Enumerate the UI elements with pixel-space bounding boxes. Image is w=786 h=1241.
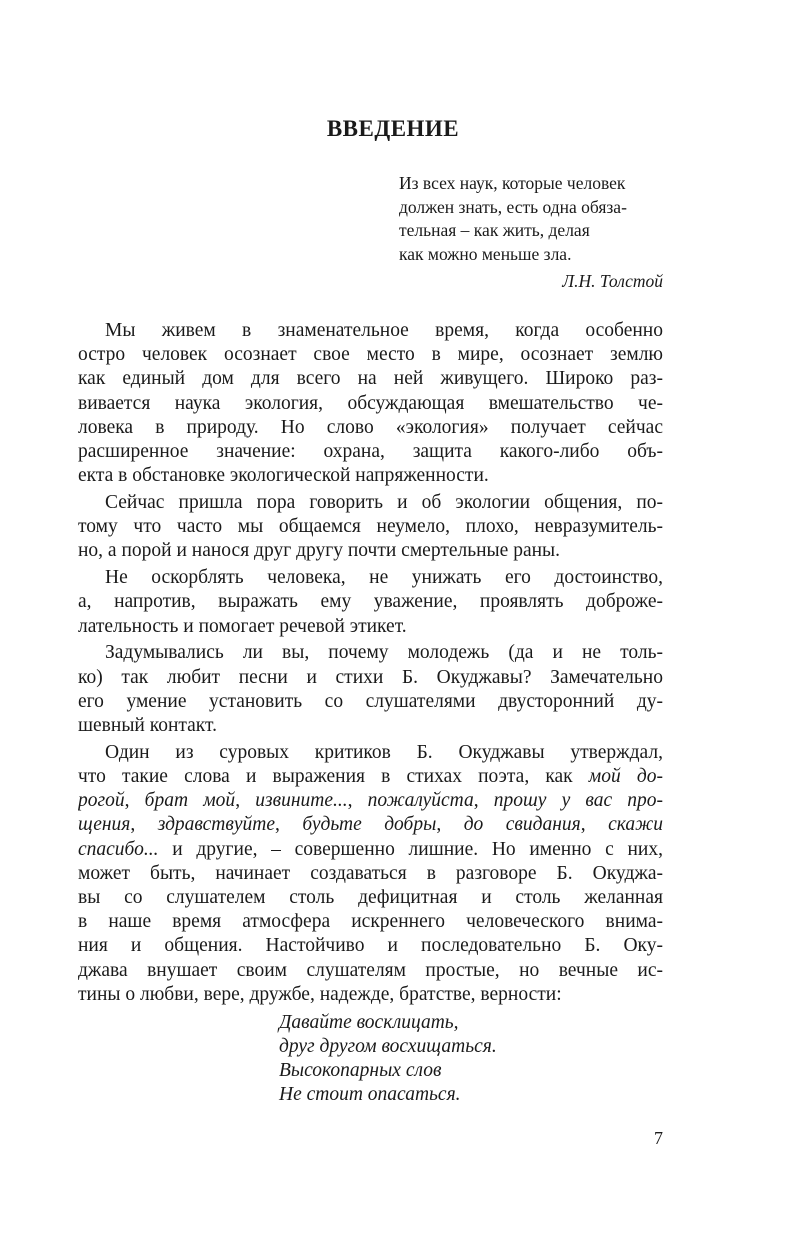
- text-segment: джава внушает своим слушателям простые, но вечные ис-: [78, 959, 663, 981]
- epigraph-line: как можно меньше зла.: [399, 243, 572, 264]
- text-line: [78, 813, 663, 837]
- text-line: [105, 491, 663, 515]
- text-line: [78, 392, 663, 416]
- text-line: [105, 641, 663, 665]
- text-line: [78, 714, 663, 738]
- text-line: [78, 789, 663, 813]
- text-line: [78, 615, 663, 639]
- text-segment: Задумывались ли вы, почему молодежь (да и не толь-: [105, 642, 663, 664]
- italic-phrase: здравствуйте: [157, 814, 275, 836]
- text-segment: но, а порой и нанося друг другу почти смертельные раны.: [78, 540, 561, 562]
- italic-phrase: прошу у вас про-: [493, 790, 663, 812]
- text-line: [105, 566, 663, 590]
- epigraph-line: должен знать, есть одна обяза-: [399, 196, 627, 217]
- italic-phrase: до свидания: [463, 814, 581, 836]
- text-segment: ния и общения. Настойчиво и последовательно Б. Оку-: [78, 935, 663, 957]
- text-segment: ,: [580, 814, 609, 836]
- text-segment: вивается наука экология, обсуждающая вмешательство че-: [78, 392, 663, 414]
- text-segment: Сейчас пришла пора говорить и об экологии общения, по-: [105, 492, 663, 513]
- poem-line: Высокопарных слов: [279, 1060, 442, 1081]
- poem: [279, 1011, 497, 1107]
- text-segment: Мы живем в знаменательное время, когда особенно: [105, 320, 663, 341]
- text-segment: его умение установить со слушателями двусторонний ду-: [78, 690, 663, 712]
- text-line: [105, 741, 663, 765]
- text-segment: ,: [473, 790, 494, 812]
- text-segment: ко) так любит песни и стихи Б. Окуджавы? Замечательно: [78, 666, 663, 688]
- text-line: [78, 440, 663, 464]
- page-title: ВВЕДЕНИЕ: [326, 116, 460, 141]
- text-segment: остро человек осознает свое место в мире, осознает землю: [78, 344, 663, 366]
- page-number: 7: [654, 1128, 663, 1148]
- italic-phrase: скажи: [608, 814, 663, 836]
- poem-line: Не стоит опасаться.: [279, 1084, 461, 1105]
- poem-line: друг другом восхищаться.: [279, 1036, 497, 1057]
- text-segment: тины о любви, вере, дружбе, надежде, братстве, верности:: [78, 983, 562, 1005]
- text-line: [78, 515, 663, 539]
- text-segment: ,: [130, 814, 158, 836]
- text-line: [78, 464, 663, 488]
- text-segment: шевный контакт.: [78, 715, 217, 736]
- text-segment: тому что часто мы общаемся неумело, плохо, невразумитель-: [78, 516, 663, 538]
- text-segment: Не оскорблять человека, не унижать его достоинство,: [105, 567, 663, 589]
- text-line: [78, 539, 663, 563]
- text-line: [78, 367, 663, 391]
- text-segment: а, напротив, выражать ему уважение, проявлять доброже-: [78, 591, 663, 613]
- epigraph-line: тельная – как жить, делая: [399, 220, 590, 240]
- text-segment: как единый дом для всего на ней живущего. Широко раз-: [78, 368, 663, 390]
- text-line: [78, 983, 663, 1007]
- text-line: [78, 343, 663, 367]
- text-segment: расширенное значение: охрана, защита какого-либо объ-: [78, 441, 663, 462]
- italic-phrase: пожалуйста: [367, 790, 474, 812]
- italic-phrase: рогой: [78, 790, 125, 812]
- poem-line: Давайте восклицать,: [279, 1012, 459, 1033]
- text-segment: ,: [436, 814, 464, 836]
- text-segment: в наше время атмосфера искреннего человеческого внима-: [78, 911, 663, 933]
- italic-phrase: спасибо...: [78, 838, 159, 860]
- text-segment: екта в обстановке экологической напряженности.: [78, 465, 489, 487]
- text-line: [78, 765, 663, 789]
- text-line: [78, 862, 663, 886]
- text-line: [78, 910, 663, 934]
- text-line: [78, 838, 663, 862]
- text-segment: что такие слова и выражения в стихах поэта, как: [78, 766, 589, 787]
- text-segment: ,: [124, 790, 145, 812]
- text-line: [78, 590, 663, 614]
- italic-phrase: брат мой: [144, 790, 236, 812]
- text-segment: ,: [347, 790, 368, 812]
- text-line: [78, 416, 663, 440]
- text-line: [78, 934, 663, 958]
- italic-phrase: щения: [78, 814, 131, 836]
- text-segment: ,: [235, 790, 256, 812]
- text-segment: Один из суровых критиков Б. Окуджавы утверждал,: [105, 741, 663, 763]
- text-segment: ловека в природу. Но слово «экология» получает сейчас: [78, 416, 663, 438]
- epigraph: [399, 172, 669, 266]
- text-segment: может быть, начинает создаваться в разговоре Б. Окуджа-: [78, 862, 663, 884]
- epigraph-line: Из всех наук, которые человек: [399, 173, 626, 193]
- italic-phrase: будьте добры: [302, 814, 437, 836]
- text-segment: и другие, – совершенно лишние. Но именно с них,: [158, 838, 663, 860]
- text-line: [105, 319, 663, 343]
- text-line: [78, 690, 663, 714]
- text-segment: вы со слушателем столь дефицитная и столь желанная: [78, 887, 663, 908]
- text-segment: ,: [275, 814, 303, 836]
- text-line: [78, 959, 663, 983]
- italic-phrase: мой до-: [588, 766, 663, 787]
- text-line: [78, 666, 663, 690]
- epigraph-author: Л.Н. Толстой: [562, 271, 663, 291]
- text-line: [78, 886, 663, 910]
- italic-phrase: извините...: [255, 790, 348, 812]
- text-segment: лательность и помогает речевой этикет.: [78, 615, 407, 637]
